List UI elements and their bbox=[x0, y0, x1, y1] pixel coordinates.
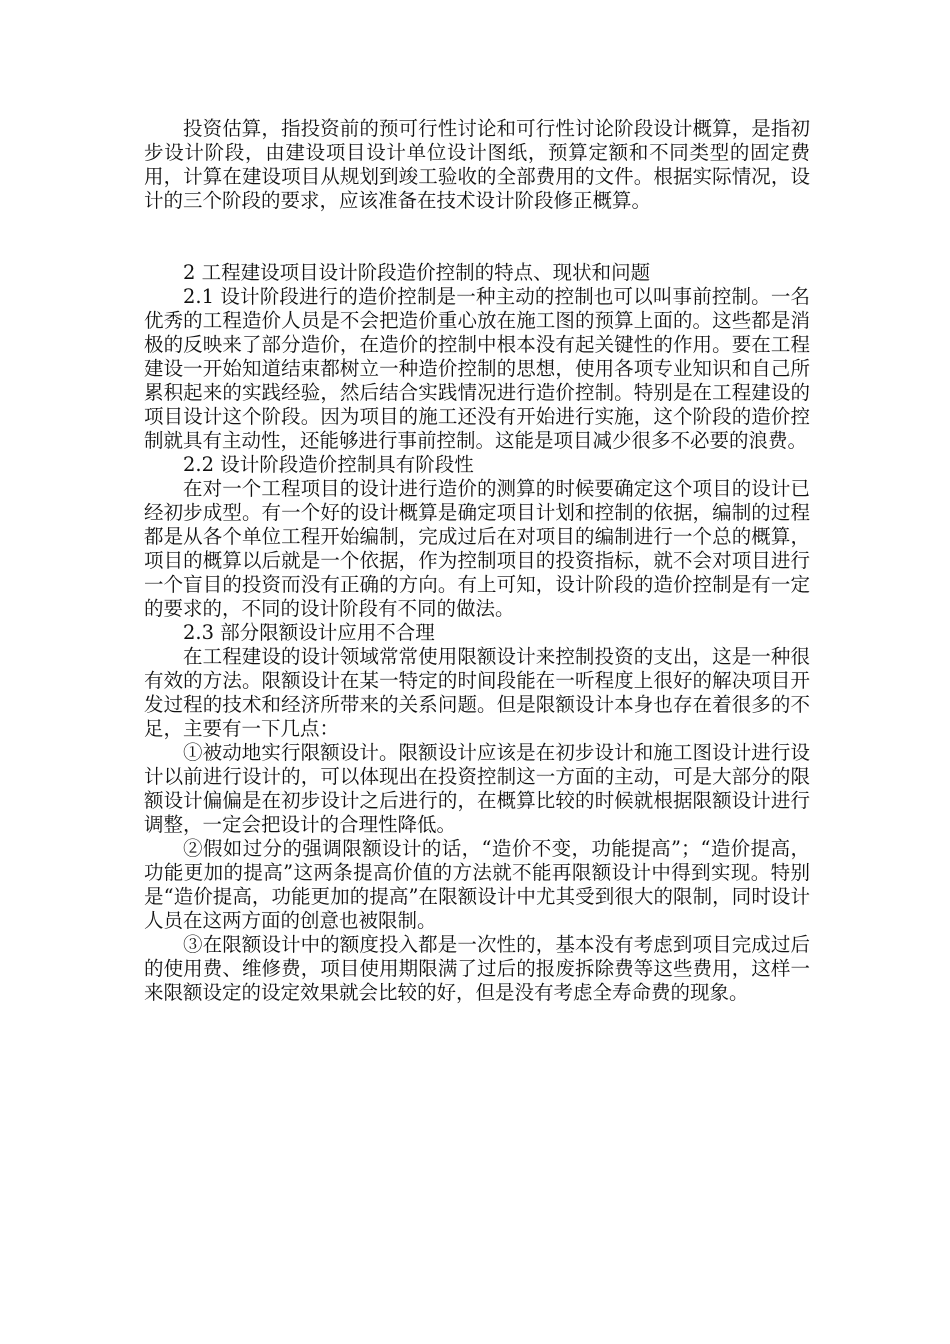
paragraph-gap bbox=[144, 213, 810, 261]
section-heading-2-2: 2.2 设计阶段造价控制具有阶段性 bbox=[183, 453, 474, 476]
paragraph-2-3: 在工程建设的设计领域常常使用限额设计来控制投资的支出，这是一种很有效的方法。限额设计在某一特定的时间段能在一听程度上很好的解决项目开发过程的技术和经济所带来的关系问题。但是限额设计本身也存在着很多的不足，主要有一下几点： bbox=[144, 645, 810, 740]
list-item-2: ②假如过分的强调限额设计的话，“造价不变，功能提高”；“造价提高，功能更加的提高”这两条提高价值的方法就不能再限额设计中得到实现。特别是“造价提高，功能更加的提高”在限额设计中尤其受到很大的限制，同时设计人员在这两方面的创意也被限制。 bbox=[144, 837, 810, 932]
document-body bbox=[144, 117, 810, 1005]
list-item-1: ①被动地实行限额设计。限额设计应该是在初步设计和施工图设计进行设计以前进行设计的，可以体现出在投资控制这一方面的主动，可是大部分的限额设计偏偏是在初步设计之后进行的，在概算比较的时候就根据限额设计进行调整，一定会把设计的合理性降低。 bbox=[144, 741, 810, 836]
paragraph-2-1: 2.1 设计阶段进行的造价控制是一种主动的控制也可以叫事前控制。一名优秀的工程造价人员是不会把造价重心放在施工图的预算上面的。这些都是消极的反映来了部分造价，在造价的控制中根本没有起关键性的作用。要在工程建设一开始知道结束都树立一种造价控制的思想，使用各项专业知识和自己所累积起来的实践经验，然后结合实践情况进行造价控制。特别是在工程建设的项目设计这个阶段。因为项目的施工还没有开始进行实施，这个阶段的造价控制就具有主动性，还能够进行事前控制。这能是项目减少很多不必要的浪费。 bbox=[144, 285, 810, 452]
section-heading-2-3: 2.3 部分限额设计应用不合理 bbox=[183, 621, 435, 644]
section-heading-2: 2 工程建设项目设计阶段造价控制的特点、现状和问题 bbox=[183, 261, 651, 284]
list-item-3: ③在限额设计中的额度投入都是一次性的，基本没有考虑到项目完成过后的使用费、维修费，项目使用期限满了过后的报废拆除费等这些费用，这样一来限额设定的设定效果就会比较的好，但是没有考虑全寿命费的现象。 bbox=[144, 933, 810, 1004]
paragraph-investment-estimate: 投资估算，指投资前的预可行性讨论和可行性讨论阶段设计概算，是指初步设计阶段，由建设项目设计单位设计图纸，预算定额和不同类型的固定费用，计算在建设项目从规划到竣工验收的全部费用的文件。根据实际情况，设计的三个阶段的要求，应该准备在技术设计阶段修正概算。 bbox=[144, 117, 810, 212]
paragraph-2-2: 在对一个工程项目的设计进行造价的测算的时候要确定这个项目的设计已经初步成型。有一个好的设计概算是确定项目计划和控制的依据，编制的过程都是从各个单位工程开始编制，完成过后在对项目的编制进行一个总的概算，项目的概算以后就是一个依据，作为控制项目的投资指标，就不会对项目进行一个盲目的投资而没有正确的方向。有上可知，设计阶段的造价控制是有一定的要求的，不同的设计阶段有不同的做法。 bbox=[144, 477, 810, 620]
